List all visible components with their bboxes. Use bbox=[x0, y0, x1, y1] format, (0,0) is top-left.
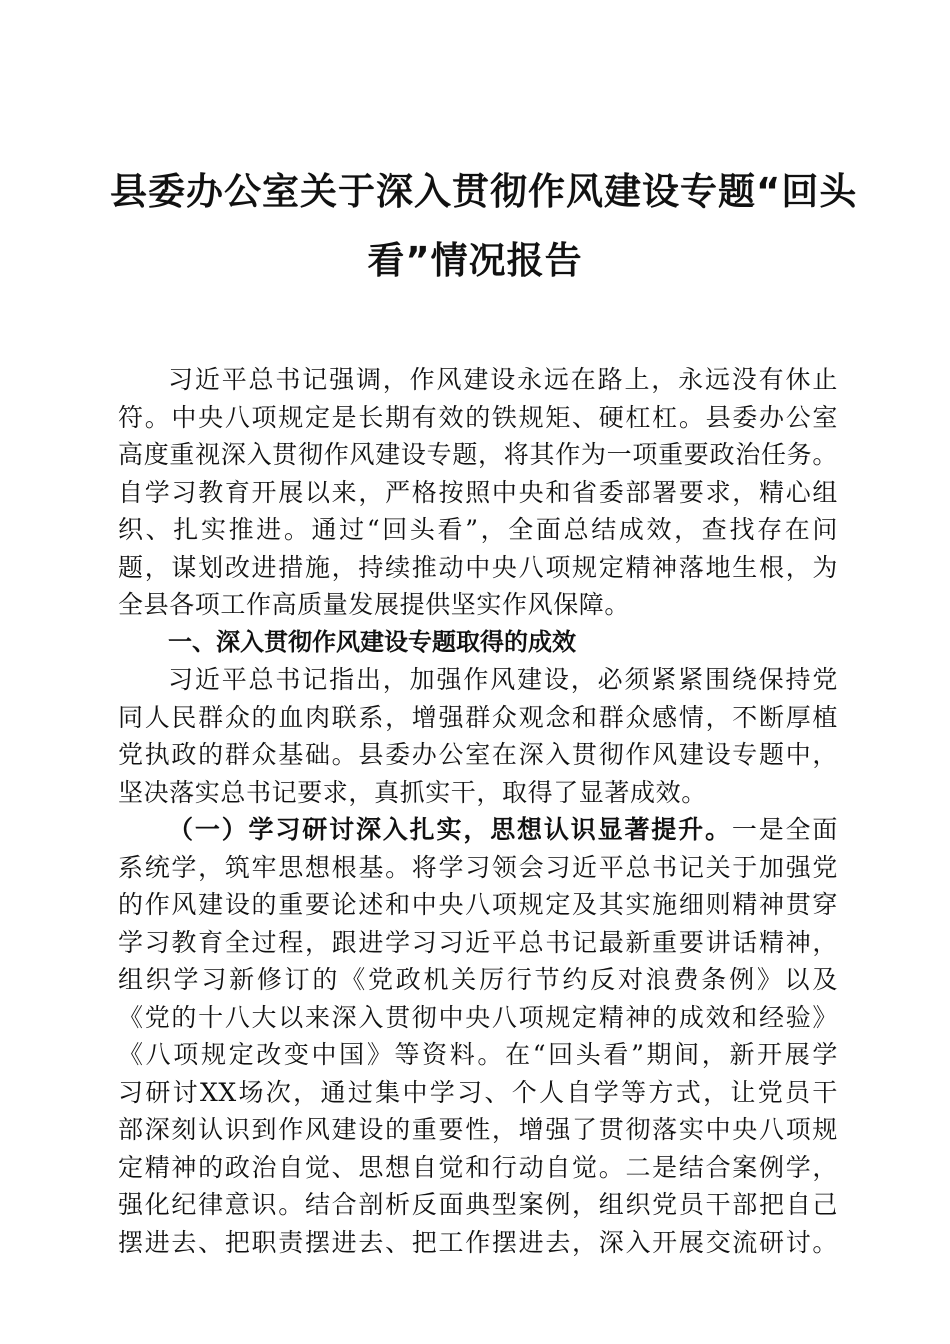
subsection-heading: （一）学习研讨深入扎实，思想认识显著提升。 bbox=[168, 815, 732, 844]
subsection-line: 定精神的政治自觉、思想自觉和行动自觉。二是结合案例学， bbox=[118, 1152, 838, 1182]
subsection-line: 学习教育全过程，跟进学习习近平总书记最新重要讲话精神， bbox=[118, 927, 838, 957]
subsection-line: 《八项规定改变中国》等资料。在“回头看”期间，新开展学 bbox=[118, 1040, 838, 1069]
subsection-line: 部深刻认识到作风建设的重要性，增强了贯彻落实中央八项规 bbox=[118, 1115, 838, 1144]
section-intro-line: 党执政的群众基础。县委办公室在深入贯彻作风建设专题中， bbox=[118, 740, 838, 769]
subsection-line: 《党的十八大以来深入贯彻中央八项规定精神的成效和经验》 bbox=[118, 1002, 838, 1032]
document-body bbox=[118, 361, 838, 1261]
subsection-line: 组织学习新修订的《党政机关厉行节约反对浪费条例》以及 bbox=[118, 965, 838, 994]
subsection-first-line bbox=[118, 811, 838, 849]
section-intro-paragraph bbox=[118, 661, 838, 811]
intro-line: 高度重视深入贯彻作风建设专题，将其作为一项重要政治任务。 bbox=[118, 440, 838, 469]
section-intro-line: 习近平总书记指出，加强作风建设，必须紧紧围绕保持党 bbox=[168, 665, 838, 694]
intro-paragraph bbox=[118, 361, 838, 624]
intro-line: 题，谋划改进措施，持续推动中央八项规定精神落地生根，为 bbox=[118, 552, 838, 582]
document-title-line-2: 看”情况报告 bbox=[367, 239, 583, 282]
section-intro-line: 坚决落实总书记要求，真抓实干，取得了显著成效。 bbox=[118, 777, 707, 807]
intro-line: 符。中央八项规定是长期有效的铁规矩、硬杠杠。县委办公室 bbox=[118, 402, 838, 432]
intro-line: 习近平总书记强调，作风建设永远在路上，永远没有休止 bbox=[168, 365, 838, 394]
section-intro-line: 同人民群众的血肉联系，增强群众观念和群众感情，不断厚植 bbox=[118, 702, 838, 732]
subsection-line: 强化纪律意识。结合剖析反面典型案例，组织党员干部把自己 bbox=[118, 1190, 838, 1219]
intro-line: 全县各项工作高质量发展提供坚实作风保障。 bbox=[118, 590, 631, 619]
subsection-line: 系统学，筑牢思想根基。将学习领会习近平总书记关于加强党 bbox=[118, 852, 838, 882]
subsection-paragraph bbox=[118, 811, 838, 1261]
subsection-line: 摆进去、把职责摆进去、把工作摆进去，深入开展交流研讨。 bbox=[118, 1227, 838, 1257]
subsection-line: 一是全面 bbox=[731, 815, 838, 844]
section-heading: 一、深入贯彻作风建设专题取得的成效 bbox=[168, 627, 576, 656]
intro-line: 自学习教育开展以来，严格按照中央和省委部署要求，精心组 bbox=[118, 477, 838, 507]
subsection-line: 习研讨XX场次，通过集中学习、个人自学等方式，让党员干 bbox=[118, 1077, 838, 1107]
subsection-line: 的作风建设的重要论述和中央八项规定及其实施细则精神贯穿 bbox=[118, 890, 838, 919]
document-title-line-1: 县委办公室关于深入贯彻作风建设专题“回头 bbox=[110, 170, 858, 213]
intro-line: 织、扎实推进。通过“回头看”，全面总结成效，查找存在问 bbox=[118, 515, 838, 544]
